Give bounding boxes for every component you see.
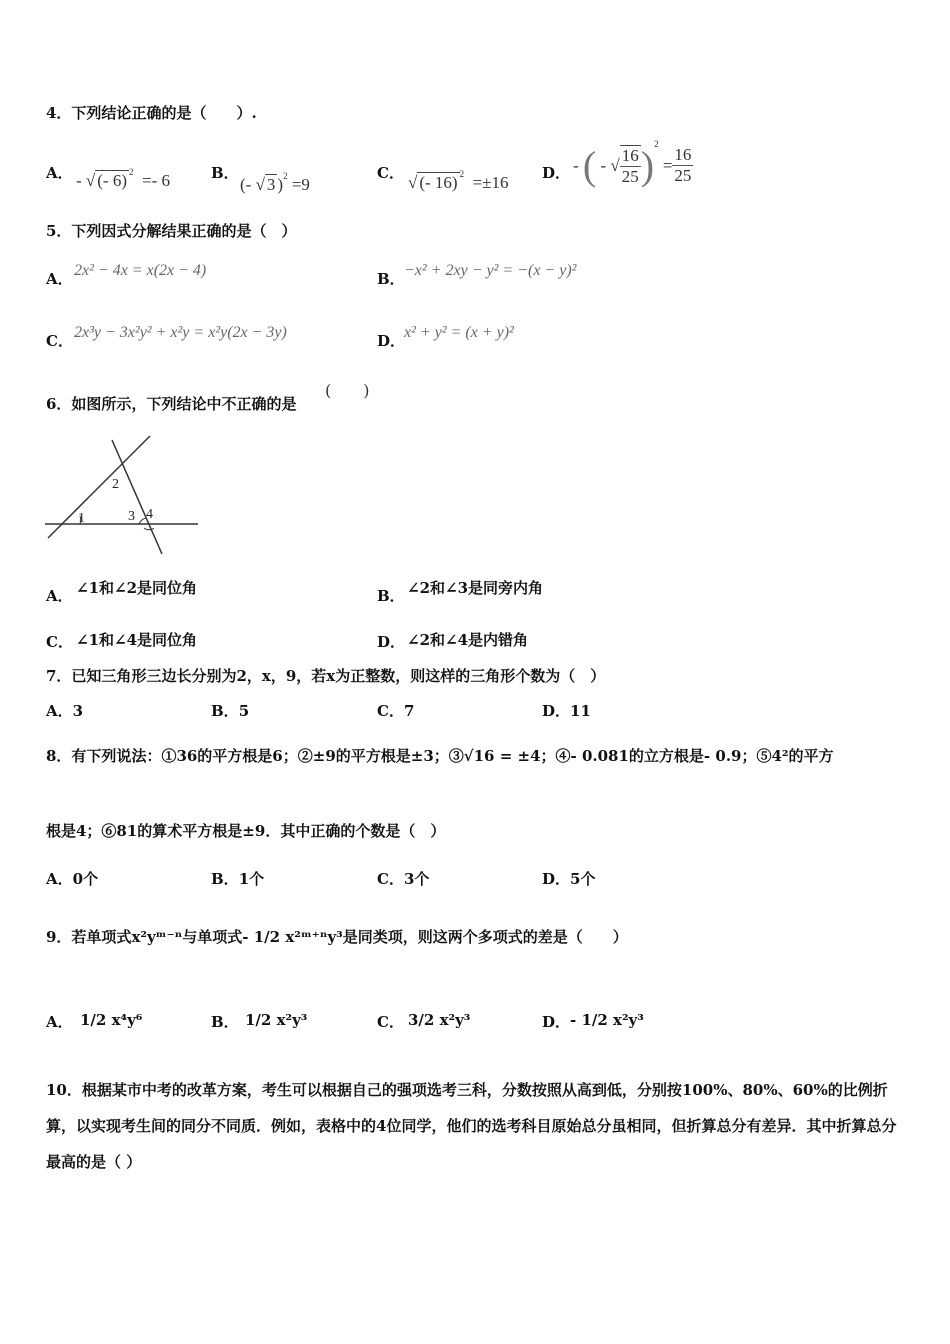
q8-line-2: 根是4；⑥81的算术平方根是±9．其中正确的个数是（ ） [46, 822, 446, 840]
q8-option-c-label: C． [377, 870, 404, 888]
q6-stem: 6．如图所示，下列结论中不正确的是 [46, 395, 297, 413]
q9-option-a[interactable]: 1/2 x⁴y⁶ [80, 1011, 143, 1029]
q9-option-d[interactable]: - 1/2 x²y³ [570, 1011, 644, 1029]
q7-option-c-label: C． [377, 702, 404, 720]
q7-option-c[interactable] [377, 700, 414, 721]
q9-option-a-label: A． [46, 1013, 73, 1031]
q8-option-a-label: A． [46, 870, 73, 888]
q8-option-b[interactable] [211, 868, 264, 889]
q4-stem: 4．下列结论正确的是（ ）. [46, 104, 257, 122]
q5-stem: 5．下列因式分解结果正确的是（ ） [46, 222, 297, 240]
q7-option-c-text: 7 [403, 702, 415, 720]
q8-option-b-label: B． [211, 870, 239, 888]
q4-option-b-label: B． [211, 164, 239, 182]
q6-option-b[interactable]: ∠2和∠3是同旁内角 [407, 579, 544, 597]
q6-option-d[interactable]: ∠2和∠4是内错角 [407, 631, 529, 649]
q4-option-a-label: A． [46, 164, 73, 182]
q5-option-d-label: D． [377, 332, 406, 350]
q9-stem: 9．若单项式x²yᵐ⁻ⁿ与单项式- 1/2 x²ᵐ⁺ⁿy³是同类项，则这两个多项式的差是（ ） [46, 928, 628, 946]
q6-paren: ( ) [325, 381, 370, 400]
q6-figure [40, 430, 205, 560]
q8-option-c-text: 3个 [403, 870, 430, 888]
q8-option-d-text: 5个 [570, 870, 596, 888]
q4-option-c-expr: √ (- 16) $^2$ =±16 [408, 169, 509, 192]
q10-paragraph: 10．根据某市中考的改革方案，考生可以根据自己的强项选考三科，分数按照从高到低，分别按100%、80%、60%的比例折算，以实现考生间的同分不同质．例如，表格中的4位同学，他们的选考科目原始总分虽相同，但折算总分有差异．其中折算总分最高的是（ ） [46, 1081, 897, 1171]
q8-option-a[interactable] [46, 868, 98, 889]
q9-option-b-label: B． [211, 1013, 239, 1031]
q6-figure-line-transversal [112, 440, 162, 554]
q7-option-d-text: 11 [570, 702, 591, 720]
q4-option-a[interactable] [76, 167, 170, 191]
q6-option-a-label: A． [46, 587, 73, 605]
q7-option-b-label: B． [211, 702, 239, 720]
q5-option-a-label: A． [46, 270, 73, 288]
q7-option-a[interactable] [46, 700, 83, 721]
q9-option-c[interactable]: 3/2 x²y³ [408, 1011, 471, 1029]
q4-option-a-expr: - √ (- 6) $^2$ =- 6 [76, 167, 170, 190]
q5-option-c-expr[interactable]: 2x³y − 3x²y² + x²y = x²y(2x − 3y) [74, 324, 287, 341]
q8-option-d[interactable] [542, 868, 595, 889]
q4-option-c[interactable] [408, 169, 509, 193]
q6-figure-label-3: 3 [128, 509, 135, 524]
q5-option-d-expr[interactable]: x² + y² = (x + y)² [404, 324, 514, 341]
q6-option-b-label: B． [377, 587, 405, 605]
q6-option-c[interactable]: ∠1和∠4是同位角 [76, 631, 198, 649]
q9-option-b[interactable]: 1/2 x²y³ [245, 1011, 308, 1029]
q6-figure-label-2: 2 [112, 477, 119, 492]
q6-option-d-label: D． [377, 633, 406, 651]
q8-option-d-label: D． [542, 870, 571, 888]
q6-figure-arc-4 [144, 528, 154, 530]
q5-option-b-expr[interactable]: −x² + 2xy − y² = −(x − y)² [404, 262, 577, 279]
q7-stem: 7．已知三角形三边长分别为2，x，9，若x为正整数，则这样的三角形个数为（ ） [46, 667, 606, 685]
q4-option-b-expr: (- √ 3 )$^2$ =9 [240, 171, 310, 194]
q7-option-a-text: 3 [72, 702, 84, 720]
q7-option-a-label: A． [46, 702, 73, 720]
q4-option-d[interactable] [573, 139, 693, 189]
q9-option-c-label: C． [377, 1013, 404, 1031]
q5-option-c-label: C． [46, 332, 73, 350]
q4-option-b[interactable] [240, 171, 310, 195]
q6-figure-label-4: 4 [146, 507, 153, 522]
q7-option-d[interactable] [542, 700, 591, 721]
q5-option-a-expr[interactable]: 2x² − 4x = x(2x − 4) [74, 262, 207, 279]
q9-option-d-label: D． [542, 1013, 571, 1031]
q7-option-b[interactable] [211, 700, 249, 721]
q6-figure-label-1: 1 [78, 511, 85, 526]
q8-option-c[interactable] [377, 868, 429, 889]
q4-option-d-expr: - ( - √ $\frac{16}{25}$ ) $^2$ = $\frac{16}{25}$ [573, 139, 692, 188]
q7-option-b-text: 5 [238, 702, 250, 720]
q8-option-a-text: 0个 [72, 870, 99, 888]
q7-option-d-label: D． [542, 702, 571, 720]
q8-line-1: 8．有下列说法：①36的平方根是6；②±9的平方根是±3；③√16 = ±4；④- 0.081的立方根是- 0.9；⑤4²的平方 [46, 747, 834, 765]
q6-option-a[interactable]: ∠1和∠2是同位角 [76, 579, 198, 597]
q6-figure-arc-3 [139, 518, 146, 524]
q8-option-b-text: 1个 [238, 870, 265, 888]
q6-option-c-label: C． [46, 633, 73, 651]
q5-option-b-label: B． [377, 270, 405, 288]
q4-option-d-label: D． [542, 164, 571, 182]
q4-option-c-label: C． [377, 164, 404, 182]
